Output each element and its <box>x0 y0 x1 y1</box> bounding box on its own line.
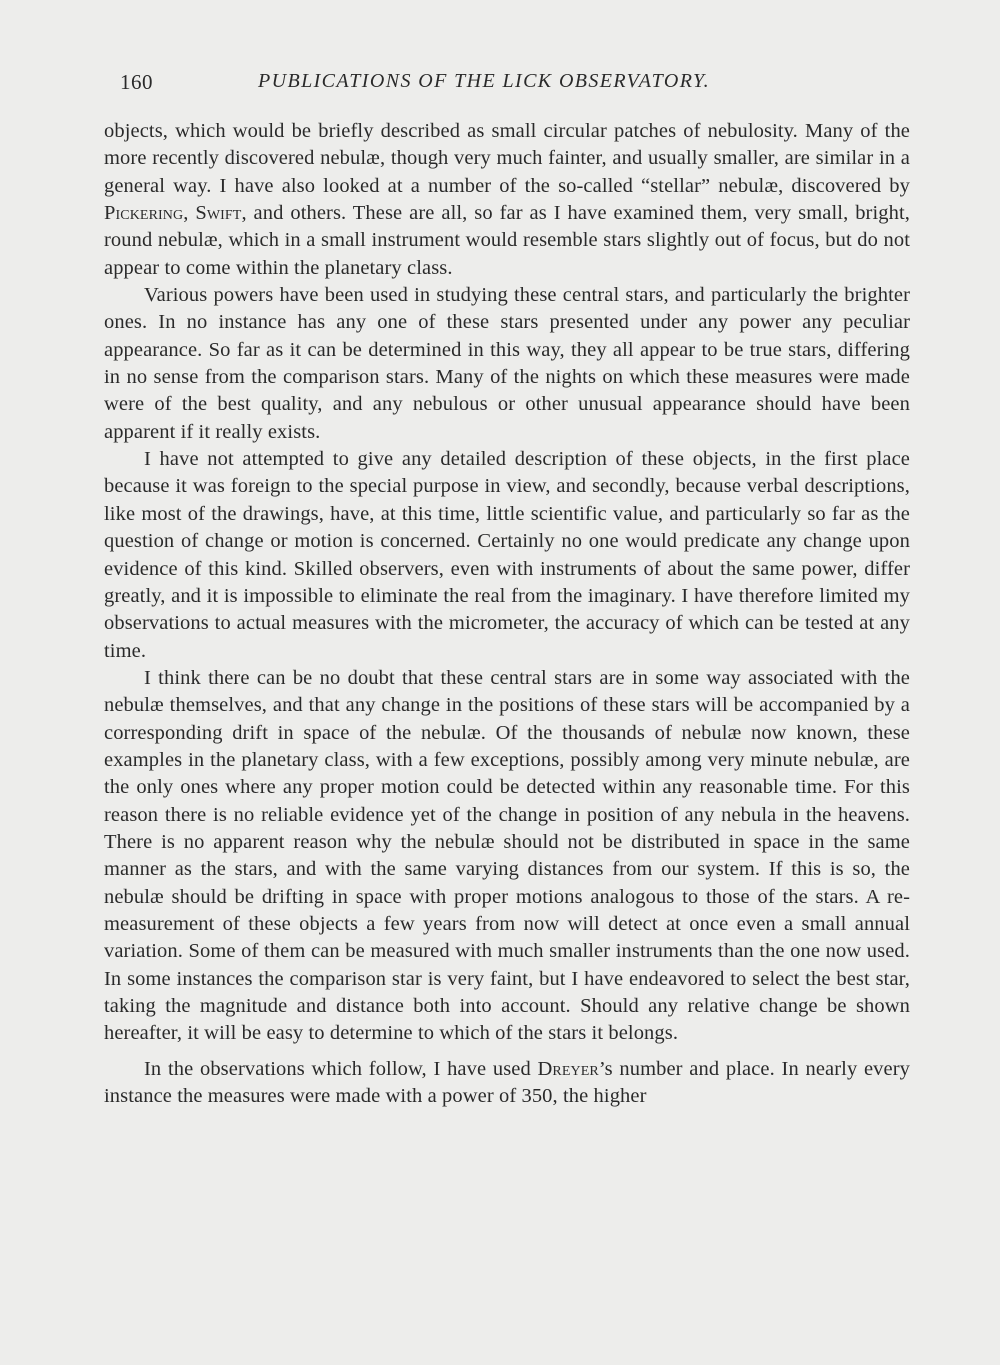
paragraph <box>104 665 910 1048</box>
body-text <box>104 118 910 1110</box>
paragraph <box>104 446 910 665</box>
running-title: PUBLICATIONS OF THE LICK OBSERVATORY. <box>258 70 711 92</box>
text-run: Various powers have been used in studying these central stars, and particularly the brighter ones. In no instance has any one of these stars presented under any power any peculiar appearance. So far as it can be determined in this way, they all appear to be true stars, differing in no sense from the comparison stars. Many of the nights on which these measures were made were of the best quality, and any nebulous or other unusual appearance should have been apparent if it really exists. <box>104 284 910 443</box>
page-header <box>104 70 910 100</box>
text-run: I think there can be no doubt that these central stars are in some way associated with the nebulæ themselves, and that any change in the positions of these stars will be accompanied by a corresponding drift in space of the nebulæ. Of the thousands of nebulæ now known, these examples in the planetary class, with a few exceptions, possibly among very minute nebulæ, are the only ones where any proper motion could be detected within any reasonable time. For this reason there is no reliable evidence yet of the change in position of any nebula in the heavens. There is no apparent reason why the nebulæ should not be distributed in space in the same manner as the stars, and with the same varying distances from our system. If this is so, the nebulæ should be drifting in space with proper motions analogous to those of the stars. A re-measurement of these objects a few years from now will detect at once even a small annual variation. Some of them can be measured with much smaller instruments than the one now used. In some instances the comparison star is very faint, but I have endeavored to select the best star, taking the magnitude and distance both into account. Should any relative change be shown hereafter, it will be easy to determine to which of the stars it belongs. <box>104 666 910 1045</box>
text-run: , <box>183 202 196 225</box>
name-smallcaps: Pickering <box>104 202 184 225</box>
paragraph <box>104 1056 910 1111</box>
page-number: 160 <box>120 70 153 94</box>
text-run: , and others. These are all, so far as I have examined them, very small, bright, round nebulæ, which in a small instrument would resemble stars slightly out of focus, but do not appear to come within the planetary class. <box>104 202 910 279</box>
paragraph <box>104 118 910 282</box>
name-smallcaps: Dreyer <box>537 1057 599 1080</box>
text-run: In the observations which follow, I have used <box>144 1057 538 1080</box>
text-run: I have not attempted to give any detailed description of these objects, in the first place because it was foreign to the special purpose in view, and secondly, because verbal descriptions, like most of the drawings, have, at this time, little scientific value, and particularly so far as the question of change or motion is concerned. Certainly no one would predicate any change upon evidence of this kind. Skilled observers, even with instruments of about the same power, differ greatly, and it is impossible to eliminate the real from the imaginary. I have therefore limited my observations to actual measures with the micrometer, the accuracy of which can be tested at any time. <box>104 448 910 662</box>
paragraph <box>104 282 910 446</box>
name-smallcaps: Swift <box>195 202 242 225</box>
text-run: ’s number and place. In nearly every instance the measures were made with a power of 350, the higher <box>104 1057 911 1108</box>
text-run: objects, which would be briefly described as small circular patches of nebulosity. Many of the more recently discovered nebulæ, though very much fainter, and usually smaller, are similar in a general way. I have also looked at a number of the so-called “stellar” nebulæ, discovered by <box>104 120 910 197</box>
